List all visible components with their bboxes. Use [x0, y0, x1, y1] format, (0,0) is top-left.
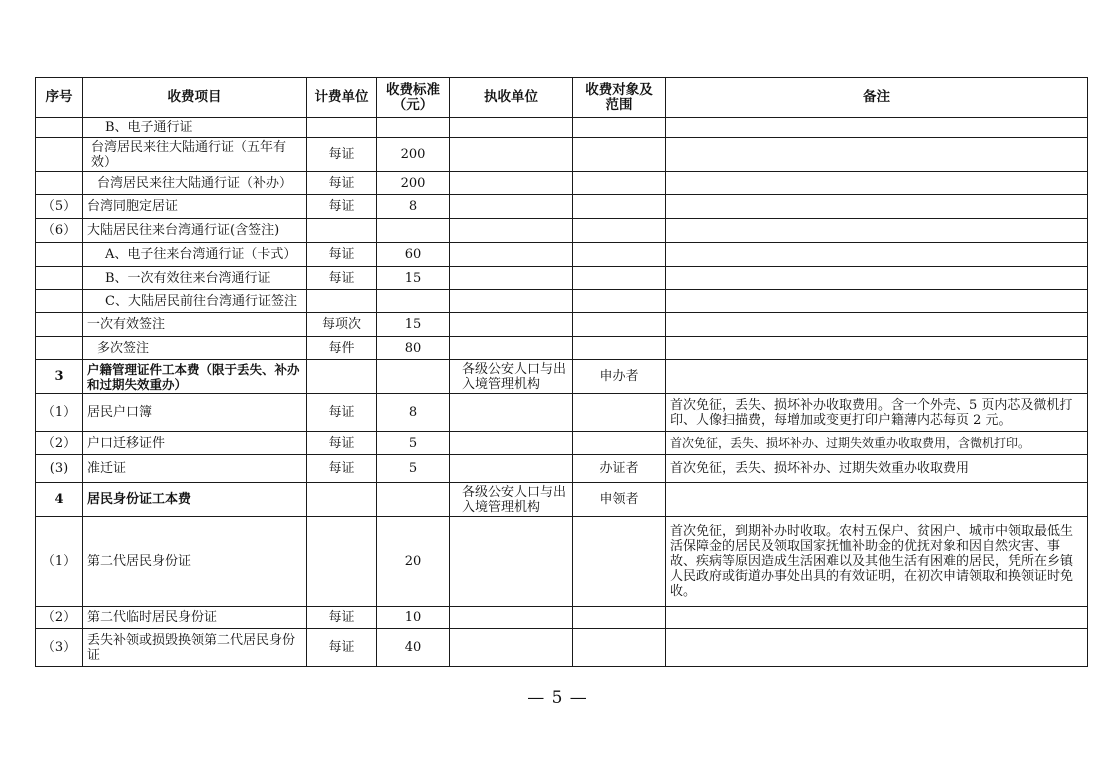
cell-standard: 15: [377, 267, 450, 290]
cell-remarks: 首次免征，丢失、损坏补办、过期失效重办收取费用，含微机打印。: [666, 432, 1088, 455]
cell-remarks: [666, 483, 1088, 517]
header-target-line1: 收费对象及: [585, 81, 653, 98]
table-row: [36, 629, 1088, 667]
cell-target: [573, 219, 666, 243]
cell-remarks: 首次免征，丢失、损坏补办收取费用。含一个外壳、5 页内芯及微机打印、人像扫描费，每增加或变更打印户籍薄内芯每页 2 元。: [666, 394, 1088, 432]
table-row: [36, 313, 1088, 337]
cell-target: 申办者: [573, 360, 666, 394]
cell-seq: （1）: [36, 394, 83, 432]
table-row: [36, 219, 1088, 243]
cell-seq: （5）: [36, 195, 83, 219]
cell-standard: [377, 118, 450, 138]
table-row: [36, 118, 1088, 138]
cell-target: [573, 337, 666, 360]
header-target-line2: 范围: [605, 96, 633, 113]
cell-standard: 8: [377, 394, 450, 432]
cell-standard: [377, 290, 450, 313]
table-row: [36, 360, 1088, 394]
cell-remarks: [666, 243, 1088, 267]
table-row: [36, 607, 1088, 629]
cell-standard: 60: [377, 243, 450, 267]
cell-remarks: [666, 337, 1088, 360]
cell-standard: [377, 483, 450, 517]
table-row: [36, 483, 1088, 517]
cell-remarks: [666, 195, 1088, 219]
cell-standard: 5: [377, 432, 450, 455]
header-standard-line2: （元）: [392, 96, 434, 113]
header-unit: 计费单位: [307, 78, 377, 118]
cell-remarks: [666, 360, 1088, 394]
cell-seq: [36, 118, 83, 138]
cell-item: 丢失补领或损毁换领第二代居民身份证: [83, 629, 307, 667]
cell-target: [573, 118, 666, 138]
cell-agency: [450, 455, 573, 483]
cell-target: [573, 394, 666, 432]
cell-agency: [450, 394, 573, 432]
cell-item: 一次有效签注: [83, 313, 307, 337]
cell-target: [573, 432, 666, 455]
table-row: [36, 138, 1088, 172]
header-item: 收费项目: [83, 78, 307, 118]
cell-agency: [450, 243, 573, 267]
table-row: [36, 337, 1088, 360]
cell-agency: [450, 517, 573, 607]
cell-seq: （6）: [36, 219, 83, 243]
cell-agency: [450, 219, 573, 243]
cell-target: [573, 517, 666, 607]
cell-item: 台湾居民来往大陆通行证（五年有效）: [83, 138, 307, 172]
cell-remarks: [666, 118, 1088, 138]
cell-standard: 40: [377, 629, 450, 667]
cell-unit: 每证: [307, 195, 377, 219]
cell-unit: [307, 118, 377, 138]
cell-item: 户籍管理证件工本费（限于丢失、补办和过期失效重办）: [83, 360, 307, 394]
cell-target: [573, 267, 666, 290]
cell-target: [573, 138, 666, 172]
cell-unit: 每项次: [307, 313, 377, 337]
cell-remarks: 首次免征，到期补办时收取。农村五保户、贫困户、城市中领取最低生活保障金的居民及领取国家抚恤补助金的优抚对象和因自然灾害、事故、疾病等原因造成生活困难以及其他生活有困难的居民，凭所在乡镇人民政府或街道办事处出具的有效证明，在初次申请领取和换领证时免收。: [666, 517, 1088, 607]
cell-standard: 20: [377, 517, 450, 607]
cell-remarks: 首次免征，丢失、损坏补办、过期失效重办收取费用: [666, 455, 1088, 483]
cell-item: B、一次有效往来台湾通行证: [83, 267, 307, 290]
cell-standard: 80: [377, 337, 450, 360]
cell-seq: 3: [36, 360, 83, 394]
cell-unit: 每证: [307, 267, 377, 290]
cell-seq: [36, 172, 83, 195]
cell-remarks: [666, 172, 1088, 195]
cell-target: [573, 607, 666, 629]
cell-seq: [36, 313, 83, 337]
cell-unit: 每证: [307, 432, 377, 455]
table-row: [36, 290, 1088, 313]
cell-agency: [450, 118, 573, 138]
cell-target: [573, 172, 666, 195]
header-standard: [377, 78, 450, 118]
table-row: [36, 394, 1088, 432]
cell-agency: [450, 267, 573, 290]
header-seq: 序号: [36, 78, 83, 118]
cell-remarks: [666, 313, 1088, 337]
cell-seq: （2）: [36, 432, 83, 455]
cell-item: 第二代居民身份证: [83, 517, 307, 607]
cell-item: A、电子往来台湾通行证（卡式）: [83, 243, 307, 267]
cell-remarks: [666, 629, 1088, 667]
cell-unit: [307, 219, 377, 243]
table-row: [36, 172, 1088, 195]
cell-standard: 8: [377, 195, 450, 219]
header-agency: 执收单位: [450, 78, 573, 118]
cell-seq: [36, 138, 83, 172]
cell-seq: (3): [36, 455, 83, 483]
cell-target: [573, 290, 666, 313]
header-standard-line1: 收费标准: [386, 81, 440, 98]
cell-unit: 每证: [307, 629, 377, 667]
cell-item: 第二代临时居民身份证: [83, 607, 307, 629]
cell-remarks: [666, 607, 1088, 629]
cell-seq: [36, 290, 83, 313]
cell-agency: 各级公安人口与出入境管理机构: [450, 483, 573, 517]
cell-item: 居民身份证工本费: [83, 483, 307, 517]
cell-seq: 4: [36, 483, 83, 517]
cell-unit: 每证: [307, 455, 377, 483]
table-row: [36, 267, 1088, 290]
table-row: [36, 517, 1088, 607]
cell-standard: [377, 360, 450, 394]
header-remarks: 备注: [666, 78, 1088, 118]
cell-seq: [36, 267, 83, 290]
cell-target: [573, 313, 666, 337]
cell-agency: [450, 432, 573, 455]
cell-agency: [450, 195, 573, 219]
cell-standard: 15: [377, 313, 450, 337]
cell-unit: [307, 483, 377, 517]
cell-remarks: [666, 290, 1088, 313]
cell-seq: [36, 243, 83, 267]
cell-agency: [450, 607, 573, 629]
cell-target: [573, 243, 666, 267]
cell-seq: （3）: [36, 629, 83, 667]
cell-target: [573, 629, 666, 667]
cell-agency: [450, 629, 573, 667]
cell-unit: [307, 290, 377, 313]
table-row: [36, 455, 1088, 483]
cell-standard: 200: [377, 172, 450, 195]
cell-seq: （1）: [36, 517, 83, 607]
page-number: — 5 —: [527, 688, 588, 708]
cell-standard: 5: [377, 455, 450, 483]
cell-remarks: [666, 219, 1088, 243]
cell-seq: [36, 337, 83, 360]
cell-agency: [450, 138, 573, 172]
cell-item: 准迁证: [83, 455, 307, 483]
cell-standard: 200: [377, 138, 450, 172]
cell-item: B、电子通行证: [83, 118, 307, 138]
table-row: [36, 432, 1088, 455]
cell-standard: 10: [377, 607, 450, 629]
cell-target: 办证者: [573, 455, 666, 483]
cell-unit: 每证: [307, 607, 377, 629]
table-row: [36, 195, 1088, 219]
cell-remarks: [666, 267, 1088, 290]
fee-table: [35, 77, 1088, 667]
cell-target: [573, 195, 666, 219]
cell-unit: 每证: [307, 243, 377, 267]
cell-unit: 每件: [307, 337, 377, 360]
cell-unit: 每证: [307, 394, 377, 432]
cell-agency: 各级公安人口与出入境管理机构: [450, 360, 573, 394]
cell-item: C、大陆居民前往台湾通行证签注: [83, 290, 307, 313]
cell-agency: [450, 313, 573, 337]
cell-unit: 每证: [307, 138, 377, 172]
cell-unit: [307, 517, 377, 607]
cell-item: 大陆居民往来台湾通行证(含签注): [83, 219, 307, 243]
cell-standard: [377, 219, 450, 243]
cell-remarks: [666, 138, 1088, 172]
header-target: [573, 78, 666, 118]
cell-seq: （2）: [36, 607, 83, 629]
cell-item: 居民户口簿: [83, 394, 307, 432]
cell-item: 多次签注: [83, 337, 307, 360]
table-row: [36, 243, 1088, 267]
cell-target: 申领者: [573, 483, 666, 517]
cell-agency: [450, 337, 573, 360]
cell-item: 台湾同胞定居证: [83, 195, 307, 219]
cell-unit: [307, 360, 377, 394]
header-row: [36, 78, 1088, 118]
cell-item: 户口迁移证件: [83, 432, 307, 455]
cell-unit: 每证: [307, 172, 377, 195]
cell-agency: [450, 290, 573, 313]
cell-item: 台湾居民来往大陆通行证（补办）: [83, 172, 307, 195]
cell-agency: [450, 172, 573, 195]
